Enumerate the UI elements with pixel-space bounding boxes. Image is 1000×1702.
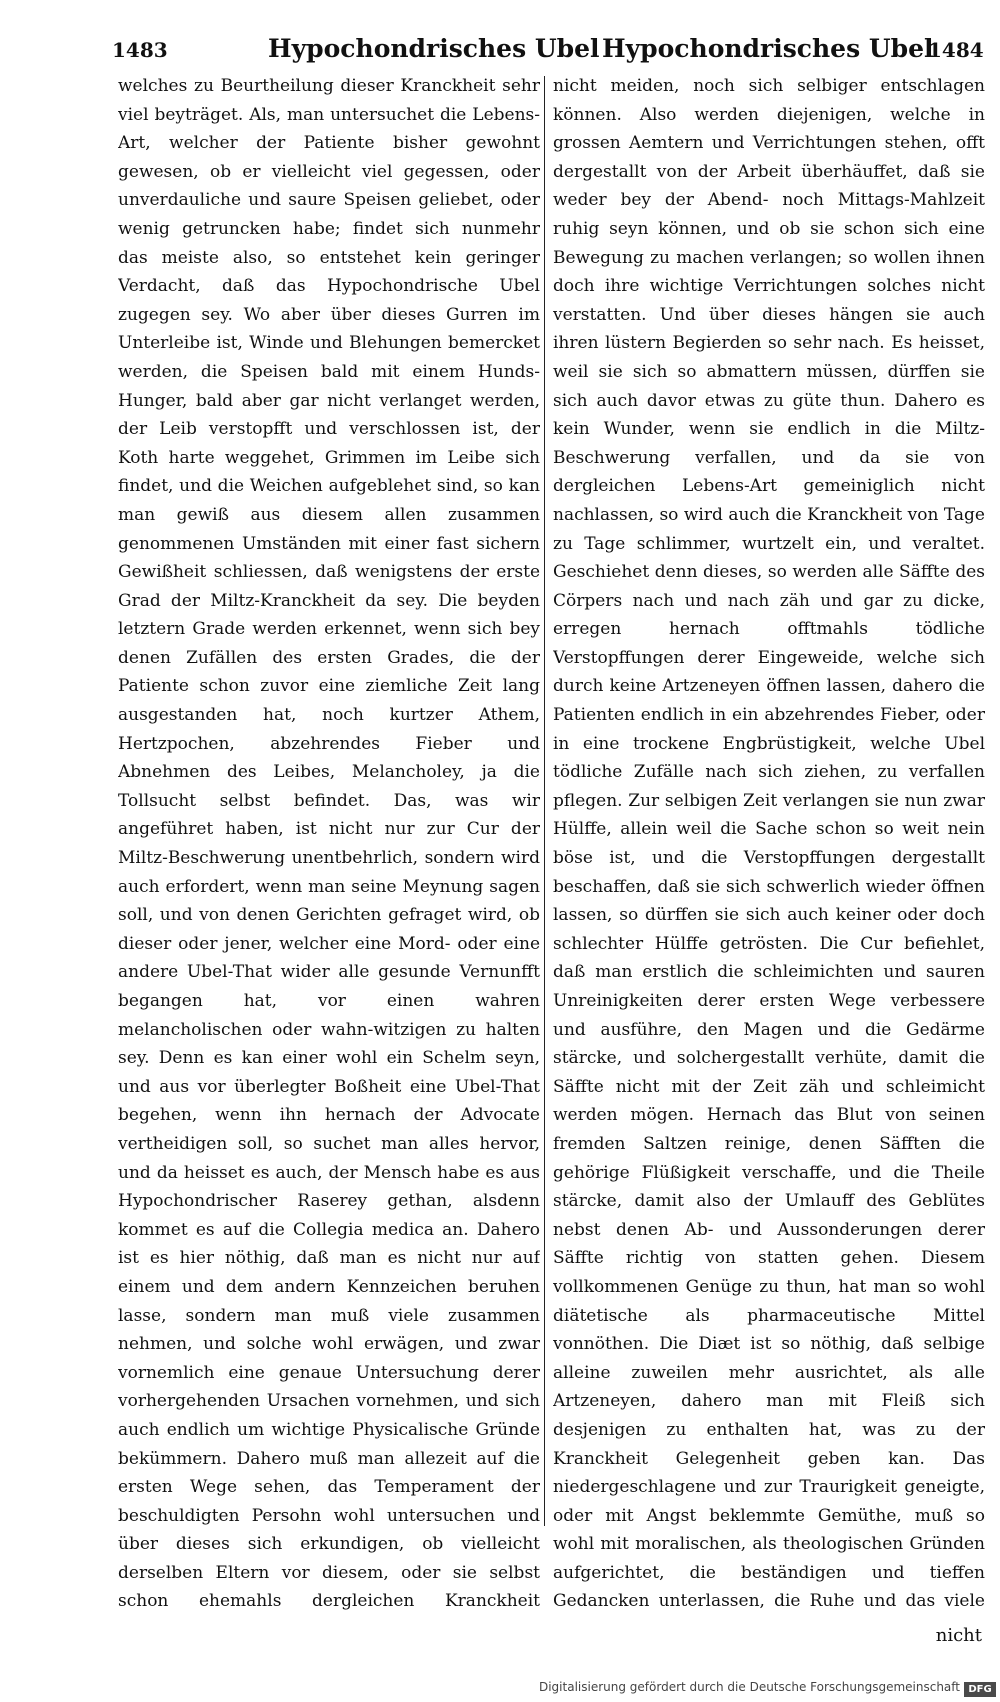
right-column-text: nicht meiden, noch sich selbiger entschlagen können. Also werden diejenigen, welche in grossen Aemtern und Verrichtungen stehen, offt dergestallt von der Arbeit überhäuffet, daß sie weder bey der Abend- noch Mittags-Mahlzeit ruhig seyn können, und ob sie schon sich eine Bewegung zu machen verlangen; so wollen ihnen doch ihre wichtige Verrichtungen solches nicht verstatten. Und über dieses hängen sie auch ihren lüstern Begierden so sehr nach. Es heisset, weil sie sich so abmattern müssen, dürffen sie sich auch davor etwas zu güte thun. Dahero es kein Wunder, wenn sie endlich in die Miltz-Beschwerung verfallen, und da sie von dergleichen Lebens-Art gemeiniglich nicht nachlassen, so wird auch die Kranckheit von Tage zu Tage schlimmer, wurtzelt ein, und veraltet. Geschiehet denn dieses, so werden alle Säffte des Cörpers nach und nach zäh und gar zu dicke, erregen hernach offtmahls tödliche Verstopffungen derer Eingeweide, welche sich durch keine Artzeneyen öffnen lassen, dahero die Patienten endlich in ein abzehrendes Fieber, oder in eine trockene Engbrüstigkeit, welche Ubel tödliche Zufälle nach sich ziehen, zu verfallen pflegen. Zur selbigen Zeit verlangen sie nun zwar Hülffe, allein weil die Sache schon so weit nein böse ist, und die Verstopffungen dergestallt beschaffen, daß sie sich schwerlich wieder öffnen lassen, so dürffen sie sich auch keiner oder doch schlechter Hülffe getrösten. Die Cur befiehlet, daß man erstlich die schleimichten und sauren Unreinigkeiten derer ersten Wege verbessere und ausführe, den Magen und die Gedärme stärcke, und solchergestallt verhüte, damit die Säffte nicht mit der Zeit zäh und schleimicht werden mögen. Hernach das Blut von seinen fremden Saltzen reinige, denen Säfften die gehörige Flüßigkeit verschaffe, und die Theile stärcke, damit also der Umlauff des Geblütes nebst denen Ab- und Aussonderungen derer Säffte richtig von statten gehen. Diesem vollkommenen Genüge zu thun, hat man so wohl diätetische als pharmaceutische Mittel vonnöthen. Die Diæt ist so nöthig, daß selbige alleine zuweilen mehr ausrichtet, als alle Artzeneyen, dahero man mit Fleiß sich desjenigen zu enthalten hat, was zu der Kranckheit Gelegenheit geben kan. Das niedergeschlagene und zur Traurigkeit geneigte, oder mit Angst beklemmte Gemüthe, muß so wohl mit moralischen, als theologischen Gründen aufgerichtet, die beständigen und tieffen Gedancken unterlassen, die Ruhe und das viele — [553, 76, 985, 1612]
right-text-column — [553, 72, 985, 1612]
right-running-head: Hypochondrisches Ubel — [602, 34, 934, 63]
left-column-text: welches zu Beurtheilung dieser Kranckheit sehr viel beyträget. Als, man untersuchet die Lebens-Art, welcher der Patiente bisher gewohnt gewesen, ob er vielleicht viel gegessen, oder unverdauliche und saure Speisen geliebet, oder wenig getruncken habe; findet sich nunmehr das meiste also, so entstehet kein geringer Verdacht, daß das Hypochondrische Ubel zugegen sey. Wo aber über dieses Gurren im Unterleibe ist, Winde und Blehungen bemercket werden, die Speisen bald mit einem Hunds-Hunger, bald aber gar nicht verlanget werden, der Leib verstopfft und verschlossen ist, der Koth harte weggehet, Grimmen im Leibe sich findet, und die Weichen aufgeblehet sind, so kan man gewiß aus diesem allen zusammen genommenen Umständen mit einer fast sichern Gewißheit schliessen, daß wenigstens der erste Grad der Miltz-Kranckheit da sey. Die beyden letztern Grade werden erkennet, wenn sich bey denen Zufällen des ersten Grades, die der Patiente schon zuvor eine ziemliche Zeit lang ausgestanden hat, noch kurtzer Athem, Hertzpochen, abzehrendes Fieber und Abnehmen des Leibes, Melancholey, ja die Tollsucht selbst befindet. Das, was wir angeführet haben, ist nicht nur zur Cur der Miltz-Beschwerung unentbehrlich, sondern wird auch erfordert, wenn man seine Meynung sagen soll, und von denen Gerichten gefraget wird, ob dieser oder jener, welcher eine Mord- oder eine andere Ubel-That wider alle gesunde Vernunfft begangen hat, vor einen wahren melancholischen oder wahn-witzigen zu halten sey. Denn es kan einer wohl ein Schelm seyn, und aus vor überlegter Boßheit eine Ubel-That begehen, wenn ihn hernach der Advocate vertheidigen soll, so suchet man alles hervor, und da heisset es auch, der Mensch habe es aus Hypochondrischer Raserey gethan, alsdenn kommet es auf die Collegia medica an. Dahero ist es hier nöthig, daß man es nicht nur auf einem und dem andern Kennzeichen beruhen lasse, sondern man muß viele zusammen nehmen, und solche wohl erwägen, und zwar vornemlich eine genaue Untersuchung derer vorhergehenden Ursachen vornehmen, und sich auch endlich um wichtige Physicalische Gründe bekümmern. Dahero muß man allezeit auf die ersten Wege sehen, das Temperament der beschuldigten Persohn wohl untersuchen und über dieses sich erkundigen, ob vielleicht derselben Eltern vor diesem, oder sie selbst schon ehemahls dergleichen Kranckheit — [118, 76, 540, 1612]
right-page-number: 1484 — [928, 38, 984, 62]
left-running-head: Hypochondrisches Ubel — [268, 34, 600, 63]
digitization-footer — [0, 1676, 1000, 1702]
column-divider — [544, 76, 545, 1526]
footer-credit: Digitalisierung gefördert durch die Deutsche Forschungsgemeinschaft — [538, 1680, 960, 1694]
left-page-number: 1483 — [112, 38, 168, 62]
dfg-logo-icon: DFG — [964, 1682, 996, 1697]
catchword: nicht — [935, 1625, 982, 1646]
left-text-column — [118, 72, 540, 1612]
